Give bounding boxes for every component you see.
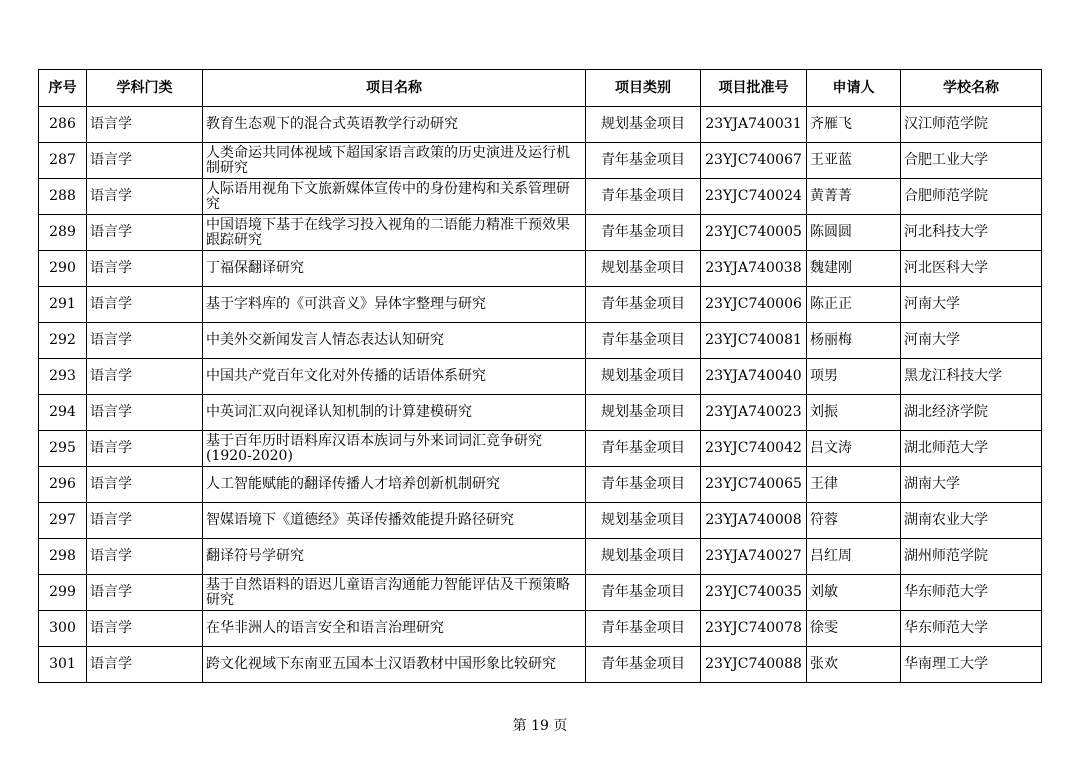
row-school: 河北科技大学 [901,215,1042,251]
row-approval-number: 23YJC740035 [701,575,807,611]
row-approval-number: 23YJA740038 [701,251,807,287]
row-index: 297 [39,503,87,539]
table-row [39,539,1042,575]
row-school: 华东师范大学 [901,611,1042,647]
row-applicant: 齐雁飞 [807,107,901,143]
row-school: 华南理工大学 [901,647,1042,683]
row-applicant: 陈圆圆 [807,215,901,251]
row-category: 青年基金项目 [586,575,701,611]
table-row [39,323,1042,359]
row-category: 规划基金项目 [586,395,701,431]
table-header-row [39,70,1042,107]
row-category: 规划基金项目 [586,359,701,395]
row-approval-number: 23YJC740006 [701,287,807,323]
header-category: 项目类别 [586,70,701,107]
row-category: 青年基金项目 [586,647,701,683]
page-number: 第 19 页 [512,718,568,734]
row-category: 青年基金项目 [586,179,701,215]
row-project-name: 中英词汇双向视译认知机制的计算建模研究 [203,395,586,431]
row-category: 青年基金项目 [586,611,701,647]
table-row [39,467,1042,503]
row-subject: 语言学 [87,503,203,539]
row-project-name: 智媒语境下《道德经》英译传播效能提升路径研究 [203,503,586,539]
row-project-name: 基于自然语料的语迟儿童语言沟通能力智能评估及干预策略研究 [203,575,586,611]
table-row [39,431,1042,467]
row-applicant: 陈正正 [807,287,901,323]
row-index: 289 [39,215,87,251]
row-category: 规划基金项目 [586,503,701,539]
table-row [39,575,1042,611]
row-applicant: 张欢 [807,647,901,683]
row-project-name: 中国共产党百年文化对外传播的话语体系研究 [203,359,586,395]
row-school: 华东师范大学 [901,575,1042,611]
header-subject: 学科门类 [87,70,203,107]
row-category: 青年基金项目 [586,215,701,251]
row-subject: 语言学 [87,323,203,359]
row-index: 288 [39,179,87,215]
row-category: 规划基金项目 [586,107,701,143]
row-category: 规划基金项目 [586,539,701,575]
header-school: 学校名称 [901,70,1042,107]
table-row [39,647,1042,683]
table-row [39,215,1042,251]
project-table [38,69,1042,683]
row-index: 298 [39,539,87,575]
row-applicant: 吕红周 [807,539,901,575]
row-project-name: 教育生态观下的混合式英语教学行动研究 [203,107,586,143]
row-approval-number: 23YJA740008 [701,503,807,539]
row-index: 301 [39,647,87,683]
row-applicant: 王亚蓝 [807,143,901,179]
row-school: 湖北师范大学 [901,431,1042,467]
row-approval-number: 23YJC740088 [701,647,807,683]
row-project-name: 跨文化视域下东南亚五国本土汉语教材中国形象比较研究 [203,647,586,683]
row-index: 286 [39,107,87,143]
row-subject: 语言学 [87,539,203,575]
row-index: 293 [39,359,87,395]
row-subject: 语言学 [87,251,203,287]
row-category: 青年基金项目 [586,287,701,323]
row-subject: 语言学 [87,287,203,323]
row-school: 河南大学 [901,323,1042,359]
row-category: 青年基金项目 [586,467,701,503]
row-subject: 语言学 [87,611,203,647]
row-school: 湖北经济学院 [901,395,1042,431]
row-category: 规划基金项目 [586,251,701,287]
row-subject: 语言学 [87,179,203,215]
row-applicant: 刘振 [807,395,901,431]
row-applicant: 吕文涛 [807,431,901,467]
row-index: 292 [39,323,87,359]
row-subject: 语言学 [87,107,203,143]
row-category: 青年基金项目 [586,431,701,467]
row-approval-number: 23YJC740067 [701,143,807,179]
table-row [39,611,1042,647]
table-row [39,143,1042,179]
row-project-name: 在华非洲人的语言安全和语言治理研究 [203,611,586,647]
header-approval-number: 项目批准号 [701,70,807,107]
row-approval-number: 23YJA740027 [701,539,807,575]
row-project-name: 人际语用视角下文旅新媒体宣传中的身份建构和关系管理研究 [203,179,586,215]
row-applicant: 黄菁菁 [807,179,901,215]
row-approval-number: 23YJC740078 [701,611,807,647]
row-school: 合肥工业大学 [901,143,1042,179]
row-school: 合肥师范学院 [901,179,1042,215]
row-approval-number: 23YJA740031 [701,107,807,143]
row-project-name: 翻译符号学研究 [203,539,586,575]
row-index: 294 [39,395,87,431]
row-school: 汉江师范学院 [901,107,1042,143]
row-applicant: 杨丽梅 [807,323,901,359]
row-school: 河南大学 [901,287,1042,323]
row-subject: 语言学 [87,215,203,251]
row-index: 287 [39,143,87,179]
row-school: 黑龙江科技大学 [901,359,1042,395]
row-project-name: 基于百年历时语料库汉语本族词与外来词词汇竞争研究(1920-2020) [203,431,586,467]
table-row [39,359,1042,395]
row-project-name: 基于字料库的《可洪音义》异体字整理与研究 [203,287,586,323]
table-row [39,287,1042,323]
row-applicant: 魏建刚 [807,251,901,287]
table-row [39,251,1042,287]
row-approval-number: 23YJC740081 [701,323,807,359]
row-applicant: 刘敏 [807,575,901,611]
row-approval-number: 23YJA740040 [701,359,807,395]
row-school: 河北医科大学 [901,251,1042,287]
row-index: 296 [39,467,87,503]
row-project-name: 人类命运共同体视域下超国家语言政策的历史演进及运行机制研究 [203,143,586,179]
row-subject: 语言学 [87,143,203,179]
row-school: 湖州师范学院 [901,539,1042,575]
row-applicant: 符蓉 [807,503,901,539]
table-row [39,503,1042,539]
row-project-name: 丁福保翻译研究 [203,251,586,287]
header-project-name: 项目名称 [203,70,586,107]
row-applicant: 徐雯 [807,611,901,647]
table-row [39,107,1042,143]
row-index: 291 [39,287,87,323]
row-subject: 语言学 [87,575,203,611]
row-index: 300 [39,611,87,647]
row-index: 295 [39,431,87,467]
row-subject: 语言学 [87,395,203,431]
row-approval-number: 23YJA740023 [701,395,807,431]
row-category: 青年基金项目 [586,143,701,179]
row-applicant: 项男 [807,359,901,395]
row-category: 青年基金项目 [586,323,701,359]
row-approval-number: 23YJC740042 [701,431,807,467]
table-body [39,107,1042,683]
header-applicant: 申请人 [807,70,901,107]
row-project-name: 中美外交新闻发言人情态表达认知研究 [203,323,586,359]
row-subject: 语言学 [87,359,203,395]
row-subject: 语言学 [87,467,203,503]
row-school: 湖南农业大学 [901,503,1042,539]
row-applicant: 王律 [807,467,901,503]
row-index: 290 [39,251,87,287]
row-approval-number: 23YJC740005 [701,215,807,251]
table-row [39,395,1042,431]
row-project-name: 人工智能赋能的翻译传播人才培养创新机制研究 [203,467,586,503]
table-row [39,179,1042,215]
row-index: 299 [39,575,87,611]
row-subject: 语言学 [87,431,203,467]
row-subject: 语言学 [87,647,203,683]
header-index: 序号 [39,70,87,107]
row-approval-number: 23YJC740024 [701,179,807,215]
row-approval-number: 23YJC740065 [701,467,807,503]
row-school: 湖南大学 [901,467,1042,503]
row-project-name: 中国语境下基于在线学习投入视角的二语能力精准干预效果跟踪研究 [203,215,586,251]
